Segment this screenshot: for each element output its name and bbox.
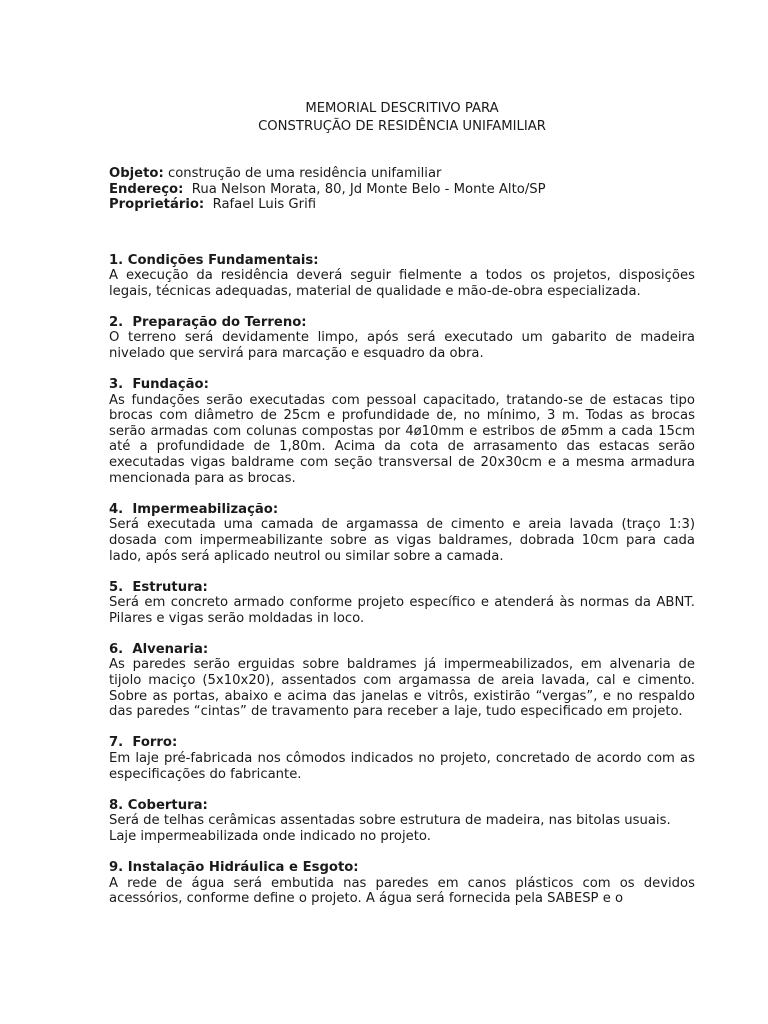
- document-content: [109, 100, 695, 907]
- meta-owner: [109, 197, 695, 213]
- section-paragraph: Será de telhas cerâmicas assentadas sobre estrutura de madeira, nas bitolas usuais.: [109, 813, 671, 829]
- section-paragraph: As paredes serão erguidas sobre baldrames já impermeabilizados, em alvenaria de tijolo maciço (5x10x20), assentados com argamassa de areia lavada, cal e cimento. Sobre as portas, abaixo e acima das janelas e vitrôs, existirão “vergas”, e no respaldo das paredes “cintas” de travamento para receber a laje, tudo especificado em projeto.: [109, 657, 695, 720]
- section-paragraph: Laje impermeabilizada onde indicado no projeto.: [109, 828, 431, 844]
- section-7: [109, 735, 695, 782]
- section-3: [109, 377, 695, 486]
- meta-address-value: Rua Nelson Morata, 80, Jd Monte Belo - Monte Alto/SP: [183, 181, 546, 197]
- section-paragraph: A rede de água será embutida nas paredes em canos plásticos com os devidos acessórios, conforme define o projeto. A água será fornecida pela SABESP e o: [109, 875, 695, 907]
- section-heading: 2. Preparação do Terreno:: [109, 314, 307, 330]
- meta-owner-label: Proprietário:: [109, 197, 205, 212]
- section-1: [109, 253, 695, 300]
- section-heading: 6. Alvenaria:: [109, 641, 209, 657]
- section-paragraph: As fundações serão executadas com pessoal capacitado, tratando-se de estacas tipo brocas com diâmetro de 25cm e profundidade de, no mínimo, 3 m. Todas as brocas serão armadas com colunas compostas por 4ø10mm e estribos de ø5mm a cada 15cm até a profundidade de 1,80m. Acima da cota de arrasamento das estacas serão executadas vigas baldrame com seção transversal de 20x30cm e a mesma armadura mencionada para as brocas.: [109, 392, 695, 486]
- meta-object: [109, 166, 695, 182]
- meta-address: [109, 182, 695, 198]
- title-line-2: CONSTRUÇÃO DE RESIDÊNCIA UNIFAMILIAR: [258, 119, 546, 134]
- title-line-1: MEMORIAL DESCRITIVO PARA: [305, 101, 499, 116]
- section-6: [109, 642, 695, 720]
- section-heading: 5. Estrutura:: [109, 579, 208, 595]
- document-meta: [109, 166, 695, 213]
- section-heading: 9. Instalação Hidráulica e Esgoto:: [109, 859, 359, 875]
- section-paragraph: A execução da residência deverá seguir fielmente a todos os projetos, disposições legais, técnicas adequadas, material de qualidade e mão-de-obra especializada.: [109, 268, 695, 299]
- section-heading: 4. Impermeabilização:: [109, 501, 279, 517]
- section-heading: 7. Forro:: [109, 735, 178, 751]
- section-9: [109, 860, 695, 907]
- meta-object-value: construção de uma residência unifamiliar: [163, 166, 442, 181]
- section-paragraph: Será executada uma camada de argamassa de cimento e areia lavada (traço 1:3) dosada com impermeabilizante sobre as vigas baldrames, dobrada 10cm para cada lado, após será aplicado neutrol ou similar sobre a camada.: [109, 517, 695, 564]
- section-paragraph: Será em concreto armado conforme projeto específico e atenderá às normas da ABNT. Pilares e vigas serão moldadas in loco.: [109, 595, 695, 626]
- meta-address-label: Endereço:: [109, 181, 184, 197]
- section-heading: 1. Condições Fundamentais:: [109, 252, 319, 268]
- section-paragraph: O terreno será devidamente limpo, após será executado um gabarito de madeira nivelado que servirá para marcação e esquadro da obra.: [109, 330, 695, 361]
- section-paragraph: Em laje pré-fabricada nos cômodos indicados no projeto, concretado de acordo com as especificações do fabricante.: [109, 750, 695, 782]
- section-5: [109, 580, 695, 627]
- section-heading: 8. Cobertura:: [109, 797, 208, 813]
- section-8: [109, 798, 695, 845]
- section-4: [109, 502, 695, 564]
- section-heading: 3. Fundação:: [109, 377, 209, 393]
- meta-object-label: Objeto:: [109, 166, 164, 181]
- section-2: [109, 315, 695, 362]
- meta-owner-value: Rafael Luis Grifi: [204, 197, 317, 212]
- document-title: [109, 100, 695, 136]
